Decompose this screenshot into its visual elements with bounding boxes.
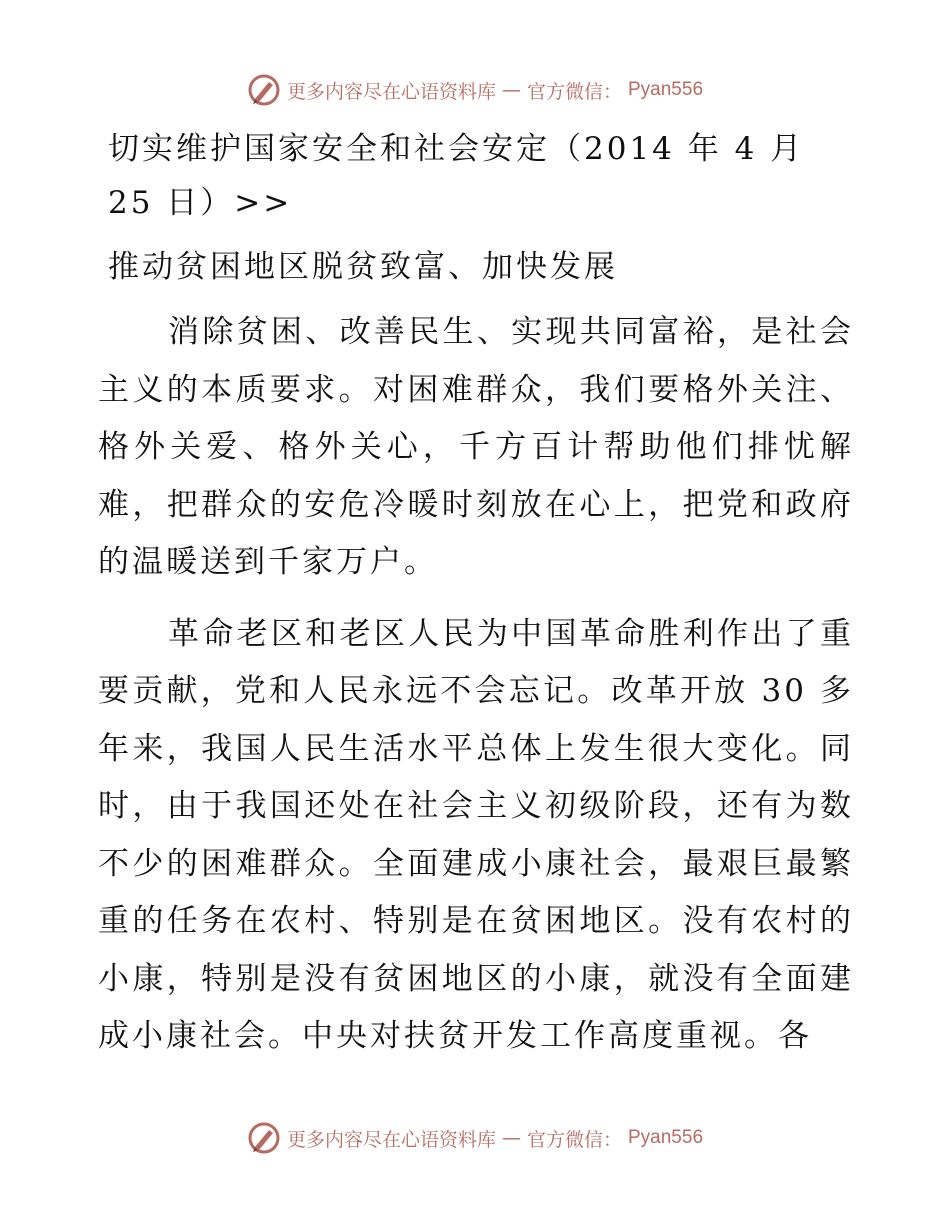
pen-logo-icon — [247, 1121, 281, 1155]
watermark-separator: — — [501, 1127, 521, 1149]
watermark-label: 官方微信： — [526, 80, 622, 103]
paragraph: 消除贫困、改善民生、实现共同富裕，是社会主义的本质要求。对困难群众，我们要格外关注、格外关爱、格外关心，千方百计帮助他们排忧解难，把群众的安危冷暖时刻放在心上，把党和政府的温暖送到千家万户。 — [98, 314, 854, 580]
pen-logo-icon — [247, 73, 281, 107]
watermark-separator: — — [501, 79, 521, 101]
previous-section-title: 切实维护国家安全和社会安定（2014 年 4 月 25 日）>> — [108, 131, 805, 221]
header-watermark — [0, 70, 950, 110]
watermark-text: 更多内容尽在心语资料库 — [286, 80, 496, 103]
paragraph: 革命老区和老区人民为中国革命胜利作出了重要贡献，党和人民永远不会忘记。改革开放 30 多年来，我国人民生活水平总体上发生很大变化。同时，由于我国还处在社会主义初级阶段，还有为数不少的困难群众。全面建成小康社会，最艰巨最繁重的任务在农村、特别是在贫困地区。没有农村的小康，特别是没有贫困地区的小康，就没有全面建成小康社会。中央对扶贫开发工作高度重视。各 — [98, 615, 854, 1054]
watermark-text: 更多内容尽在心语资料库 — [286, 1128, 496, 1151]
watermark-wechat-id: Pyan556 — [628, 79, 704, 100]
footer-watermark — [0, 1118, 950, 1158]
section-heading: 推动贫困地区脱贫致富、加快发展 — [108, 249, 618, 285]
watermark-wechat-id: Pyan556 — [628, 1127, 704, 1148]
watermark-label: 官方微信： — [526, 1128, 622, 1151]
document-body — [98, 122, 854, 1080]
